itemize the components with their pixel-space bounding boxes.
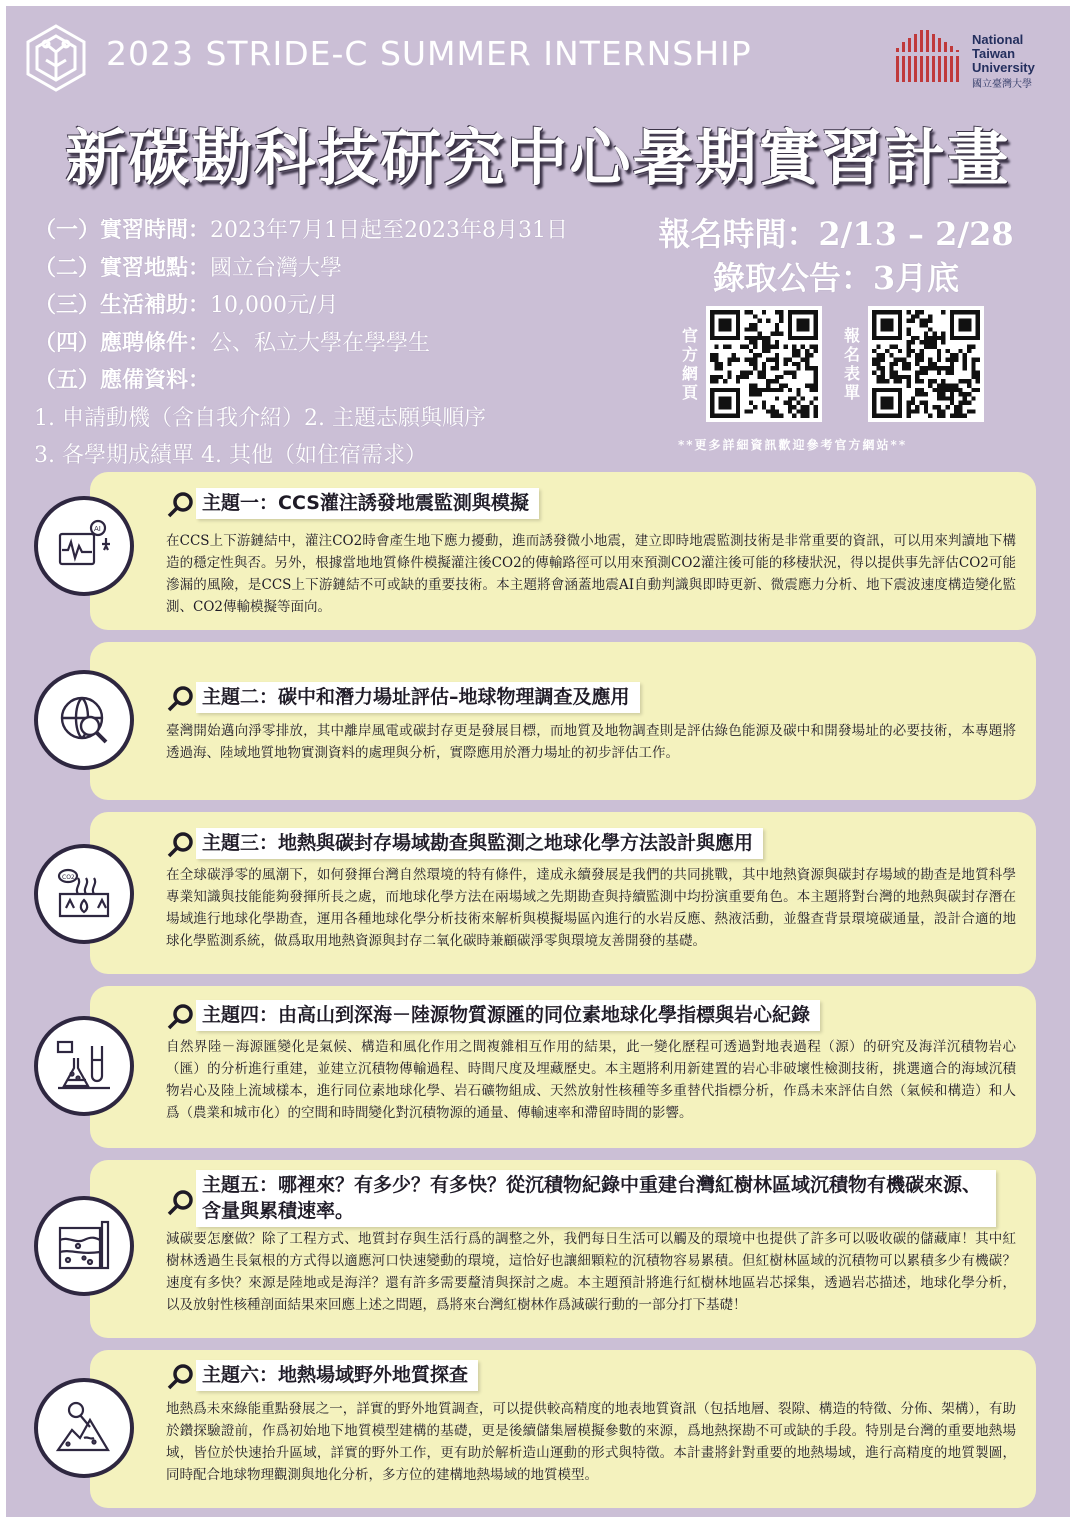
topic-title: 主題六：地熱場域野外地質探查 bbox=[196, 1360, 478, 1391]
ntu-name-line1: National bbox=[972, 32, 1024, 47]
sediment-core-icon bbox=[34, 1196, 134, 1296]
lab-flask-icon bbox=[34, 1016, 134, 1116]
globe-magnifier-icon bbox=[34, 670, 134, 770]
ntu-emblem-icon bbox=[894, 28, 964, 84]
more-info-note: **更多詳細資訊歡迎參考官方網站** bbox=[678, 438, 908, 452]
magnifier-icon bbox=[166, 490, 196, 520]
magnifier-icon bbox=[166, 1002, 196, 1032]
seismograph-ai-icon bbox=[34, 496, 134, 596]
topic-card-6 bbox=[90, 1350, 1036, 1508]
topic-body: 臺灣開始邁向淨零排放，其中離岸風電或碳封存更是發展目標，而地質及地物調查則是評估綠色能源及碳中和開發場址的必要技術，本專題將透過海、陸域地質地物實測資料的處理與分析，實際應用於潛力場址的初步評估工作。 bbox=[166, 723, 1016, 761]
ntu-name-line2: Taiwan bbox=[972, 46, 1016, 61]
english-title: 2023 STRIDE-C SUMMER INTERNSHIP bbox=[106, 34, 752, 73]
registration-block bbox=[626, 212, 1046, 300]
topic-header bbox=[166, 488, 539, 520]
ntu-logo bbox=[894, 20, 1062, 90]
topic-title: 主題五：哪裡來？有多少？有多快？從沉積物紀錄中重建台灣紅樹林區域沉積物有機碳來源、含量與累積速率。 bbox=[196, 1170, 996, 1227]
magnifier-icon bbox=[166, 684, 196, 714]
poster bbox=[6, 6, 1070, 1517]
topic-header bbox=[166, 682, 640, 714]
info-list bbox=[34, 212, 634, 475]
topic-header bbox=[166, 1170, 996, 1227]
info-row: （四）應聘條件：公、私立大學在學學生 bbox=[34, 329, 431, 356]
topic-body: 在全球碳淨零的風潮下，如何發揮台灣自然環境的特有條件，達成永續發展是我們的共同挑戰，其中地熱資源與碳封存場域的勘查是地質科學專業知識與技能能夠發揮所長之處，而地球化學方法在兩場域之先期勘查與持續監測中均扮演重要角色。本主題將對台灣的地熱與碳封存潛在場域進行地球化學勘查，運用各種地球化學分析技術來解析與模擬場區內進行的水岩反應、熱液活動，並盤查背景環境碳通量，設計合適的地球化學監測系統，做爲取用地熱資源與封存二氧化碳時兼顧碳淨零與環境友善開發的基礎。 bbox=[166, 867, 1016, 949]
topic-title: 主題一：CCS灌注誘發地震監測與模擬 bbox=[196, 488, 539, 519]
topic-card-3 bbox=[62, 812, 1036, 974]
info-row: （五）應備資料： bbox=[34, 367, 211, 393]
registration-form-qr-code[interactable] bbox=[868, 306, 984, 422]
info-row: 1. 申請動機（含自我介紹）2. 主題志願與順序 bbox=[34, 405, 486, 431]
topic-body: 減碳要怎麼做？除了工程方式、地質封存與生活行爲的調整之外，我們每日生活可以觸及的環境中也提供了許多可以吸收碳的儲藏庫！其中紅樹林透過生長氣根的方式得以適應河口快速變動的環境，這恰好也讓細顆粒的沉積物容易累積。但紅樹林區域的沉積物可以累積多少有機碳？速度有多快？來源是陸地或是海洋？還有許多需要釐清與探討之處。本主題預計將進行紅樹林地區岩芯採集，透過岩芯描述，地球化學分析，以及放射性核種剖面結果來回應上述之問題，爲將來台灣紅樹林作爲減碳行動的一部分打下基礎！ bbox=[166, 1231, 1016, 1313]
geothermal-co2-icon bbox=[34, 844, 134, 944]
topic-card-4 bbox=[90, 986, 1036, 1148]
ntu-name-chinese: 國立臺灣大學 bbox=[972, 79, 1032, 90]
info-row: （一）實習時間：2023年7月1日起至2023年8月31日 bbox=[34, 217, 568, 243]
stride-c-logo-icon bbox=[20, 22, 92, 94]
topic-body: 在CCS上下游鏈結中，灌注CO2時會產生地下應力擾動，進而誘發微小地震，建立即時地震監測技術是非常重要的資訊，可以用來判讀地下構造的穩定性與否。另外，根據當地地質條件模擬灌注後CO2的傳輸路徑可以用來預測CO2灌注後可能的移棲狀況，得以提供事先評估CO2可能滲漏的風險，是CCS上下游鏈結不可或缺的重要技術。本主題將會涵蓋地震AI自動判識與即時更新、微震應力分析、地下震波速度構造變化監測、CO2傳輸模擬等面向。 bbox=[166, 533, 1016, 615]
magnifier-icon bbox=[166, 830, 196, 860]
topic-card-1 bbox=[90, 472, 1036, 630]
topic-card-2 bbox=[90, 642, 1036, 800]
info-row: 3. 各學期成績單 4. 其他（如住宿需求） bbox=[34, 443, 427, 468]
chinese-title: 新碳勘科技研究中心暑期實習計畫 bbox=[65, 123, 1011, 194]
topic-title: 主題三：地熱與碳封存場域勘查與監測之地球化學方法設計與應用 bbox=[196, 828, 763, 859]
qr-area bbox=[676, 306, 1016, 431]
topic-title: 主題二：碳中和潛力場址評估–地球物理調查及應用 bbox=[196, 682, 640, 713]
svg-text:CO2: CO2 bbox=[62, 874, 75, 881]
info-row: （三）生活補助：10,000元/月 bbox=[34, 292, 339, 318]
svg-text:AI: AI bbox=[94, 525, 101, 533]
qr-right-label: 報名表單 bbox=[843, 326, 860, 402]
topic-title: 主題四：由高山到深海－陸源物質源匯的同位素地球化學指標與岩心紀錄 bbox=[196, 1000, 820, 1031]
topic-card-5 bbox=[90, 1160, 1036, 1338]
magnifier-icon bbox=[166, 1362, 196, 1392]
magnifier-icon bbox=[166, 1188, 196, 1218]
topic-header bbox=[166, 828, 763, 860]
field-geology-icon bbox=[34, 1378, 134, 1478]
official-site-qr-code[interactable] bbox=[706, 306, 822, 422]
ntu-name-line3: University bbox=[972, 60, 1035, 75]
topic-header bbox=[166, 1000, 820, 1032]
qr-left-label: 官方網頁 bbox=[681, 326, 698, 402]
registration-period: 報名時間：2/13 – 2/28 bbox=[658, 215, 1014, 253]
topic-header bbox=[166, 1360, 478, 1392]
topic-body: 自然界陸－海源匯變化是氣候、構造和風化作用之間複雜相互作用的結果，此一變化歷程可透過對地表過程（源）的研究及海洋沉積物岩心（匯）的分析進行重建，並建立沉積物傳輸過程、時間尺度及埋藏歷史。本主題將利用新建置的岩心非破壞性檢測技術，挑選適合的海域沉積物岩心及陸上流域樣本，進行同位素地球化學、岩石礦物組成、天然放射性核種等多重替代指標分析，作爲未來評估自然（氣候和構造）和人爲（農業和城市化）的空間和時間變化對沉積物源的通量、傳輸速率和滯留時間的影響。 bbox=[166, 1039, 1016, 1121]
topic-body: 地熱爲未來綠能重點發展之一，詳實的野外地質調查，可以提供較高精度的地表地質資訊（包括地層、裂隙、構造的特徵、分佈、架構），有助於鑽探驗證前，作爲初始地下地質模型建構的基礎，更是後續儲集層模擬參數的來源，爲地熱探勘不可或缺的手段。特別是台灣的重要地熱場域，皆位於快速抬升區域，詳實的野外工作，更有助於解析造山運動的形式與特徵。本計畫將針對重要的地熱場域，進行高精度的地質製圖，同時配合地球物理觀測與地化分析，多方位的建構地熱場域的地質模型。 bbox=[166, 1401, 1016, 1483]
admission-announcement: 錄取公告：3月底 bbox=[712, 259, 960, 297]
info-row: （二）實習地點：國立台灣大學 bbox=[34, 254, 343, 281]
